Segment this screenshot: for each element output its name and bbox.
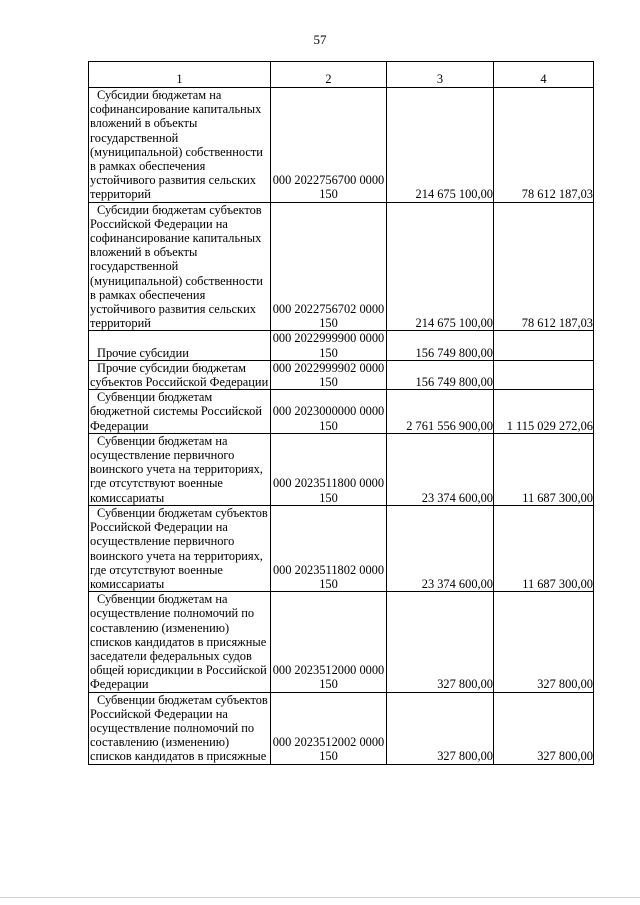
plan-amount-cell: 214 675 100,00 [387, 88, 494, 203]
plan-amount-cell: 214 675 100,00 [387, 202, 494, 331]
plan-amount-cell: 156 749 800,00 [387, 360, 494, 389]
executed-amount-cell [494, 360, 594, 389]
executed-amount-cell [494, 331, 594, 360]
plan-amount-cell: 2 761 556 900,00 [387, 390, 494, 434]
plan-amount-cell: 327 800,00 [387, 592, 494, 692]
executed-amount-cell: 78 612 187,03 [494, 88, 594, 203]
page-bottom-rule [0, 897, 640, 898]
revenue-name-cell: Субсидии бюджетам субъектов Российской Федерации на софинансирование капитальных вложений в объекты государственной (муниципальной) собственности в рамках обеспечения устойчивого развития сельских территорий [89, 202, 271, 331]
column-header-2: 2 [271, 62, 387, 88]
table-row [89, 360, 594, 389]
budget-code-cell: 000 2023000000 0000 150 [271, 390, 387, 434]
budget-code-cell: 000 2022999900 0000 150 [271, 331, 387, 360]
table-header-row [89, 62, 594, 88]
revenue-name-cell: Субсидии бюджетам на софинансирование капитальных вложений в объекты государственной (муниципальной) собственности в рамках обеспечения устойчивого развития сельских территорий [89, 88, 271, 203]
column-header-1: 1 [89, 62, 271, 88]
executed-amount-cell: 11 687 300,00 [494, 433, 594, 505]
revenue-name-cell: Субвенции бюджетам на осуществление полномочий по составлению (изменению) списков кандидатов в присяжные заседатели федеральных судов общей юрисдикции в Российской Федерации [89, 592, 271, 692]
table-row [89, 202, 594, 331]
revenue-name-cell: Прочие субсидии [89, 331, 271, 360]
table-row [89, 331, 594, 360]
table-row [89, 692, 594, 764]
budget-code-cell: 000 2023512000 0000 150 [271, 592, 387, 692]
executed-amount-cell: 78 612 187,03 [494, 202, 594, 331]
executed-amount-cell: 327 800,00 [494, 692, 594, 764]
revenue-name-cell: Прочие субсидии бюджетам субъектов Российской Федерации [89, 360, 271, 389]
table-row [89, 433, 594, 505]
page-number: 57 [313, 32, 327, 47]
column-header-4: 4 [494, 62, 594, 88]
plan-amount-cell: 156 749 800,00 [387, 331, 494, 360]
executed-amount-cell: 327 800,00 [494, 592, 594, 692]
plan-amount-cell: 23 374 600,00 [387, 433, 494, 505]
column-header-3: 3 [387, 62, 494, 88]
budget-revenue-table [88, 61, 594, 765]
budget-code-cell: 000 2023511800 0000 150 [271, 433, 387, 505]
budget-code-cell: 000 2022756702 0000 150 [271, 202, 387, 331]
executed-amount-cell: 11 687 300,00 [494, 505, 594, 591]
table-row [89, 505, 594, 591]
revenue-name-cell: Субвенции бюджетам субъектов Российской Федерации на осуществление полномочий по составлению (изменению) списков кандидатов в присяжные [89, 692, 271, 764]
revenue-name-cell: Субвенции бюджетам бюджетной системы Российской Федерации [89, 390, 271, 434]
budget-code-cell: 000 2022756700 0000 150 [271, 88, 387, 203]
plan-amount-cell: 327 800,00 [387, 692, 494, 764]
budget-code-cell: 000 2023511802 0000 150 [271, 505, 387, 591]
table-row [89, 88, 594, 203]
budget-code-cell: 000 2023512002 0000 150 [271, 692, 387, 764]
table-row [89, 592, 594, 692]
plan-amount-cell: 23 374 600,00 [387, 505, 494, 591]
revenue-name-cell: Субвенции бюджетам на осуществление первичного воинского учета на территориях, где отсутствуют военные комиссариаты [89, 433, 271, 505]
executed-amount-cell: 1 115 029 272,06 [494, 390, 594, 434]
budget-code-cell: 000 2022999902 0000 150 [271, 360, 387, 389]
revenue-name-cell: Субвенции бюджетам субъектов Российской Федерации на осуществление первичного воинского учета на территориях, где отсутствуют военные комиссариаты [89, 505, 271, 591]
table-row [89, 390, 594, 434]
